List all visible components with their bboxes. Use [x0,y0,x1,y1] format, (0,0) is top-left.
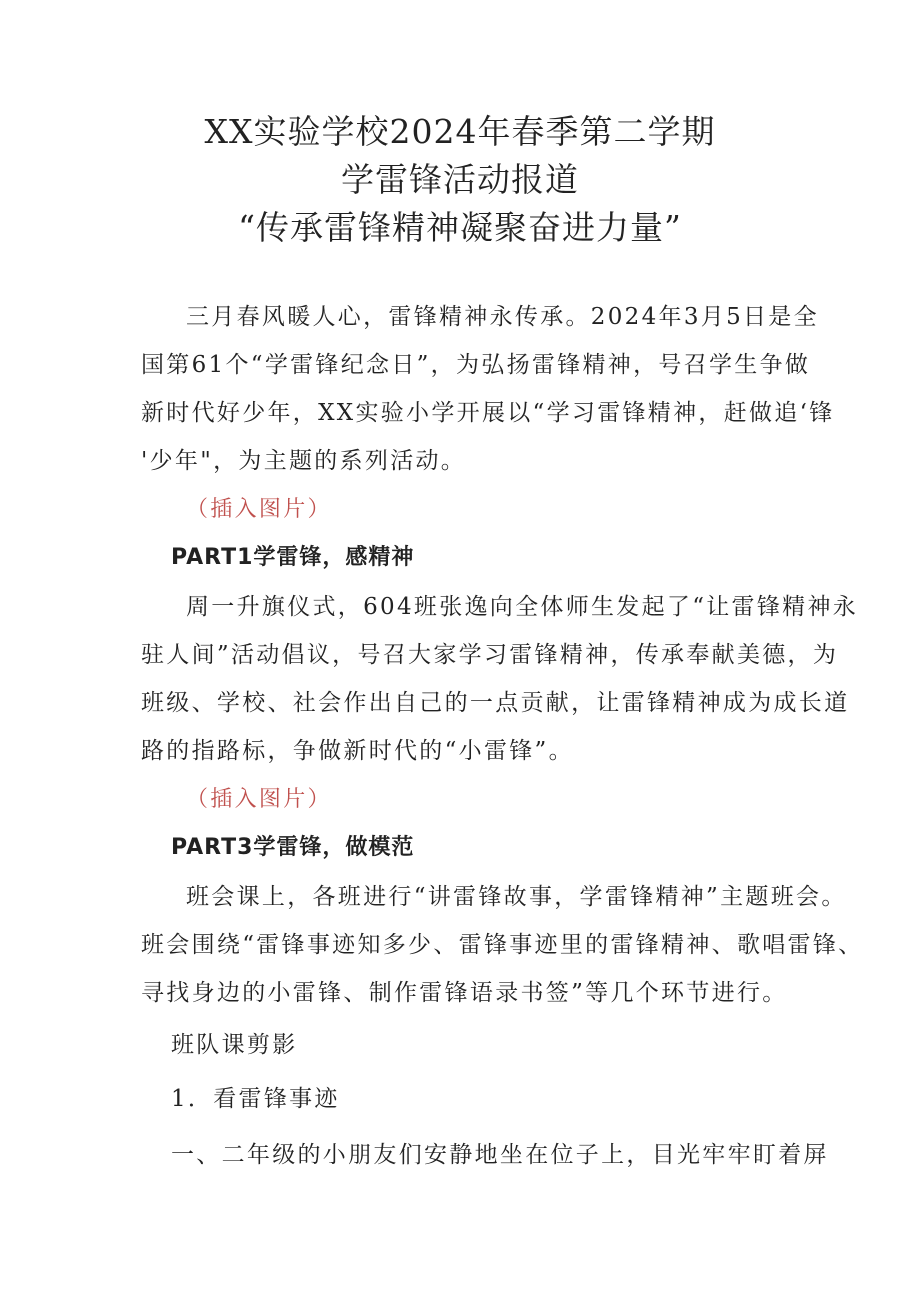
part1-paragraph-line-3: 班级、学校、社会作出自己的一点贡献，让雷锋精神成为成长道 [141,690,850,716]
list-item-1: 1．看雷锋事迹 [171,1086,340,1112]
intro-paragraph-line-4: '少年"，为主题的系列活动。 [141,448,467,474]
part1-paragraph-line-2: 驻人间”活动倡议，号召大家学习雷锋精神，传承奉献美德，为 [141,642,839,668]
report-title-line-2: 学雷锋活动报道 [341,160,579,199]
part3-paragraph-line-1: 班会课上，各班进行“讲雷锋故事，学雷锋精神”主题班会。 [186,884,847,910]
report-title-line-1: XX实验学校2024年春季第二学期 [204,112,716,151]
image-placeholder-2: （插入图片） [186,787,332,812]
intro-paragraph-line-3: 新时代好少年，XX实验小学开展以“学习雷锋精神，赶做追‘锋 [141,400,835,426]
part3-paragraph-line-2: 班会围绕“雷锋事迹知多少、雷锋事迹里的雷锋精神、歌唱雷锋、 [141,932,864,958]
intro-paragraph-line-1: 三月春风暖人心，雷锋精神永传承。2024年3月5日是全 [186,304,819,330]
part3-paragraph-line-3: 寻找身边的小雷锋、制作雷锋语录书签”等几个环节进行。 [141,980,788,1006]
part1-paragraph-line-4: 路的指路标，争做新时代的“小雷锋”。 [141,738,574,764]
intro-paragraph-line-2: 国第61个“学雷锋纪念日”，为弘扬雷锋精神，号召学生争做 [141,352,811,378]
final-paragraph-line: 一、二年级的小朋友们安静地坐在位子上，目光牢牢盯着屏 [171,1142,829,1168]
part3-heading: PART3学雷锋，做模范 [171,835,415,860]
report-title-line-3: “传承雷锋精神凝聚奋进力量” [238,208,682,247]
part1-paragraph-line-1: 周一升旗仪式，604班张逸向全体师生发起了“让雷锋精神永 [186,594,859,620]
part1-heading: PART1学雷锋，感精神 [171,545,415,570]
class-snapshot-subheading: 班队课剪影 [171,1032,298,1058]
image-placeholder-1: （插入图片） [186,497,332,522]
